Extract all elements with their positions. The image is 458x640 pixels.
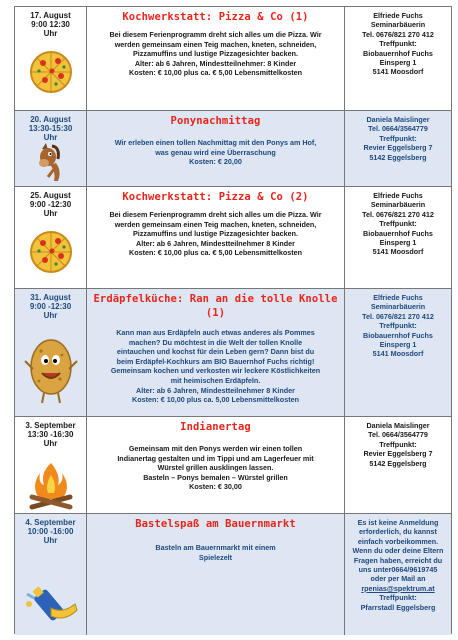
event-description: Wir erleben einen tollen Nachmittag mit den Ponys am Hof, was genau wird eine Überraschung Kosten: € 20,00 [114, 138, 317, 167]
campfire-icon [28, 459, 74, 511]
program-table [14, 6, 452, 634]
event-date-cell [15, 514, 87, 635]
event-contact-cell: Daniela Maislinger Tel. 0664/3564779 Treffpunkt: Revier Eggelsberg 7 5142 Eggelsberg [363, 421, 433, 468]
event-row-1 [15, 7, 451, 111]
event-contact-cell: Elfriede Fuchs Seminarbäuerin Tel. 0676/821 270 412 Treffpunkt: Biobauernhof Fuchs Einsperg 1 5141 Moosdorf [362, 191, 434, 257]
event-details-cell [87, 187, 345, 288]
pizza-icon [28, 49, 74, 95]
event-date: 4. September 10:00 -16:00 Uhr [25, 518, 76, 545]
event-date: 31. August 9:00 -12:30 Uhr [29, 293, 72, 320]
event-contact-cell: Elfriede Fuchs Seminarbäuerin Tel. 0676/821 270 412 Treffpunkt: Biobauernhof Fuchs Einsperg 1 5141 Moosdorf [362, 293, 434, 359]
event-title: Bastelspaß am Bauernmarkt [135, 518, 296, 530]
event-date-cell [15, 7, 87, 110]
event-title: Ponynachmittag [170, 115, 261, 127]
event-date-cell [15, 187, 87, 288]
event-details-cell [87, 111, 345, 186]
event-date: 25. August 9:00 -12:30 Uhr [29, 191, 72, 218]
event-contact-cell: Elfriede Fuchs Seminarbäuerin Tel. 0676/821 270 412 Treffpunkt: Biobauernhof Fuchs Einsperg 1 5141 Moosdorf [362, 11, 434, 77]
event-row-6 [15, 514, 451, 635]
event-date-cell [15, 289, 87, 416]
pizza-icon [28, 229, 74, 275]
event-details-cell [87, 417, 345, 513]
event-contact-cell: Daniela Maislinger Tel. 0664/3564779 Treffpunkt: Revier Eggelsberg 7 5142 Eggelsberg [363, 115, 433, 162]
event-description: Gemeinsam mit den Ponys werden wir einen tollen Indianertag gestalten und im Tippi und am Lagerfeuer mit Würstel grillen ausklingen lassen. Basteln – Ponys bemalen – Würstel grillen Kosten: € 30,00 [117, 444, 314, 492]
event-details-cell [87, 7, 345, 110]
potato-icon [24, 329, 78, 405]
event-row-3 [15, 187, 451, 289]
event-details-cell [87, 289, 345, 416]
event-details-cell [87, 514, 345, 635]
event-date-cell [15, 417, 87, 513]
event-row-2 [15, 111, 451, 187]
event-title: Kochwerkstatt: Pizza & Co (2) [122, 191, 309, 203]
event-date: 3. September 13:30 -16:30 Uhr [25, 421, 76, 448]
pony-icon [30, 141, 72, 183]
event-date: 20. August 13:30-15:30 Uhr [28, 115, 73, 142]
event-date-cell [15, 111, 87, 186]
event-description: Bei diesem Ferienprogramm dreht sich alles um die Pizza. Wir werden gemeinsam einen Teig machen, kneten, schneiden, Pizzamuffins und lustige Pizzagesichter backen. Alter: ab 6 Jahren, Mindestteilnehmer 8 Kinder Kosten: € 10,00 plus ca. € 5,00 Lebensmittelkosten [109, 210, 322, 258]
event-row-5 [15, 417, 451, 514]
event-title: Erdäpfelküche: Ran an die tolle Knolle (1) [93, 293, 338, 319]
event-description: Kann man aus Erdäpfeln auch etwas anderes als Pommes machen? Du möchtest in die Welt der tollen Knolle eintauchen und kochst für dein Leben gern? Dann bist du beim Erdäpfel-Kochkurs am BIO Bauernhof Fuchs richtig! Gemeinsam kochen und verkosten wir leckere Köstlichkeiten mit heimischen Erdäpfeln. Alter: ab 6 Jahren, Mindestteilnehmer 8 Kinder Kosten: € 10,00 plus ca. 5,00 Lebensmittelkosten [110, 328, 321, 405]
event-row-4 [15, 289, 451, 417]
event-contact-cell: Es ist keine Anmeldung erforderlich, du kannst einfach vorbeikommen. Wenn du oder deine Eltern Fragen haben, erreicht du uns unter0664/9619745 oder per Mail an rpenias@spektrum.at Treffpunkt: Pfarrstadl Eggelsberg [345, 514, 451, 635]
email-link[interactable]: rpenias@spektrum.at [361, 583, 435, 593]
event-date: 17. August 9:00 12:30 Uhr [30, 11, 71, 38]
event-description: Bei diesem Ferienprogramm dreht sich alles um die Pizza. Wir werden gemeinsam einen Teig machen, kneten, schneiden, Pizzamuffins und lustige Pizzagesichter backen. Alter: ab 6 Jahren, Mindestteilnehmer: 8 Kinder Kosten: € 10,00 plus ca. € 5,00 Lebensmittelkosten [109, 30, 322, 78]
event-title: Indianertag [180, 421, 251, 433]
glue-icon [21, 560, 81, 626]
event-description: Basteln am Bauernmarkt mit einem Spielezelt [155, 543, 276, 562]
event-title: Kochwerkstatt: Pizza & Co (1) [122, 11, 309, 23]
